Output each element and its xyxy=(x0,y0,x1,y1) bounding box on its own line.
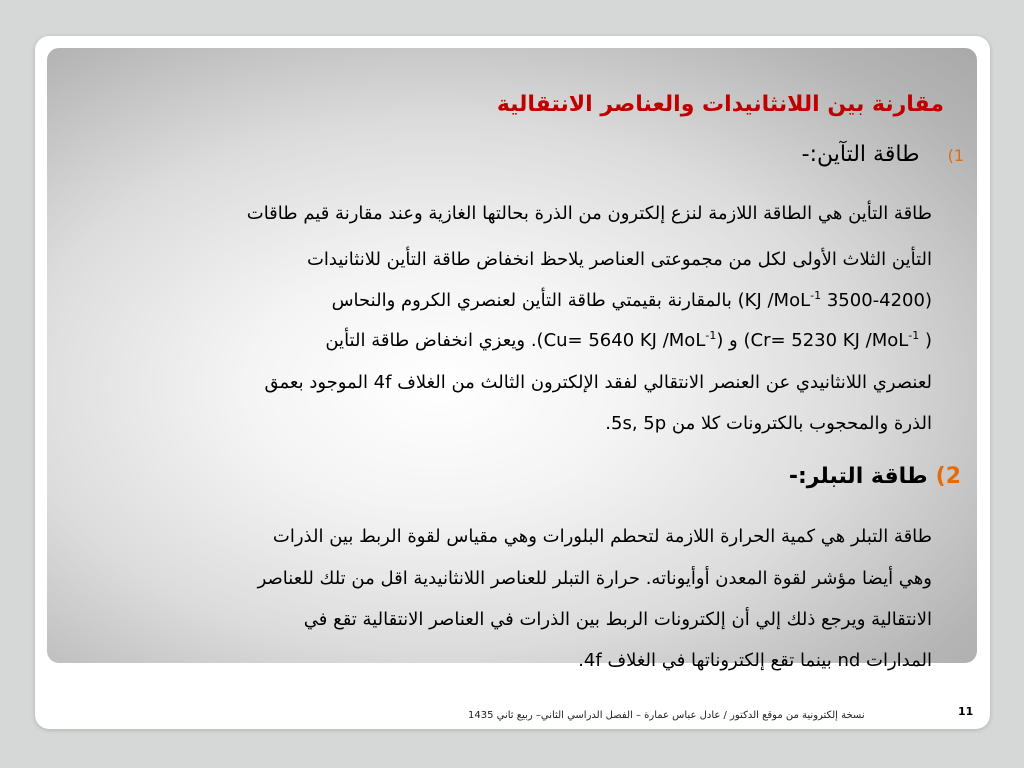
line-4-cr-value: ( Cr= 5230 KJ /MoL xyxy=(750,330,932,351)
section-1-line-6: الذرة والمحجوب بالكترونات كلا من 5s, 5p. xyxy=(605,413,932,434)
line-4-cu-exponent: -1 xyxy=(705,329,717,342)
section-1-line-5: لعنصري اللانثانيدي عن العنصر الانتقالي لفقد الإلكترون الثالث من الغلاف 4f الموجود بعمق xyxy=(264,372,932,393)
section-1-number: 1) xyxy=(947,146,964,165)
section-2-title: طاقة التبلر:- xyxy=(788,464,928,489)
section-2-line-2: وهي أيضا مؤشر لقوة المعدن أوأيوناته. حرارة التبلر للعناصر اللانثانيدية اقل من تلك للعناصر xyxy=(257,568,932,589)
footer-credit: نسخة إلكترونية من موقع الدكتور / عادل عباس عمارة – الفصل الدراسي الثاني– ربيع ثاني 1435 xyxy=(468,710,865,721)
section-2-line-1: طاقة التبلر هي كمية الحرارة اللازمة لتحطم البلورات وهي مقياس لقوة الربط بين الذرات xyxy=(272,526,932,547)
page-number: 11 xyxy=(958,705,974,718)
section-2-line-4: المدارات nd بينما تقع إلكتروناتها في الغلاف 4f. xyxy=(578,650,932,671)
line-4-text: ). ويعزي انخفاض طاقة التأين xyxy=(325,330,544,351)
line-4-cr-exponent: -1 xyxy=(908,329,920,342)
slide-title: مقارنة بين اللانثانيدات والعناصر الانتقالية xyxy=(496,92,944,117)
line-3-exponent: -1 xyxy=(810,289,822,302)
section-2-line-3: الانتقالية ويرجع ذلك إلي أن إلكترونات الربط بين الذرات في العناصر الانتقالية تقع في xyxy=(303,609,932,630)
section-1-line-1: طاقة التأين هي الطاقة اللازمة لنزع إلكترون من الذرة بحالتها الغازية وعند مقارنة قيم طاقات xyxy=(246,203,932,224)
line-3-value: (3500-4200 KJ /MoL xyxy=(744,290,932,311)
section-1-line-3 xyxy=(332,289,932,311)
section-1-line-4 xyxy=(325,329,932,351)
line-3-text: ) بالمقارنة بقيمتي طاقة التأين لعنصري الكروم والنحاس xyxy=(331,290,745,311)
section-2-heading xyxy=(789,464,961,489)
section-2-number: 2) xyxy=(935,464,961,489)
line-4-cu-value: ) و (Cu= 5640 KJ /MoL xyxy=(543,330,751,351)
section-1-title: طاقة التآين:- xyxy=(801,142,920,167)
section-1-heading xyxy=(802,142,964,167)
section-1-line-2: التأين الثلاث الأولى لكل من مجموعتى العناصر يلاحظ انخفاض طاقة التأين للانثانيدات xyxy=(306,249,932,270)
